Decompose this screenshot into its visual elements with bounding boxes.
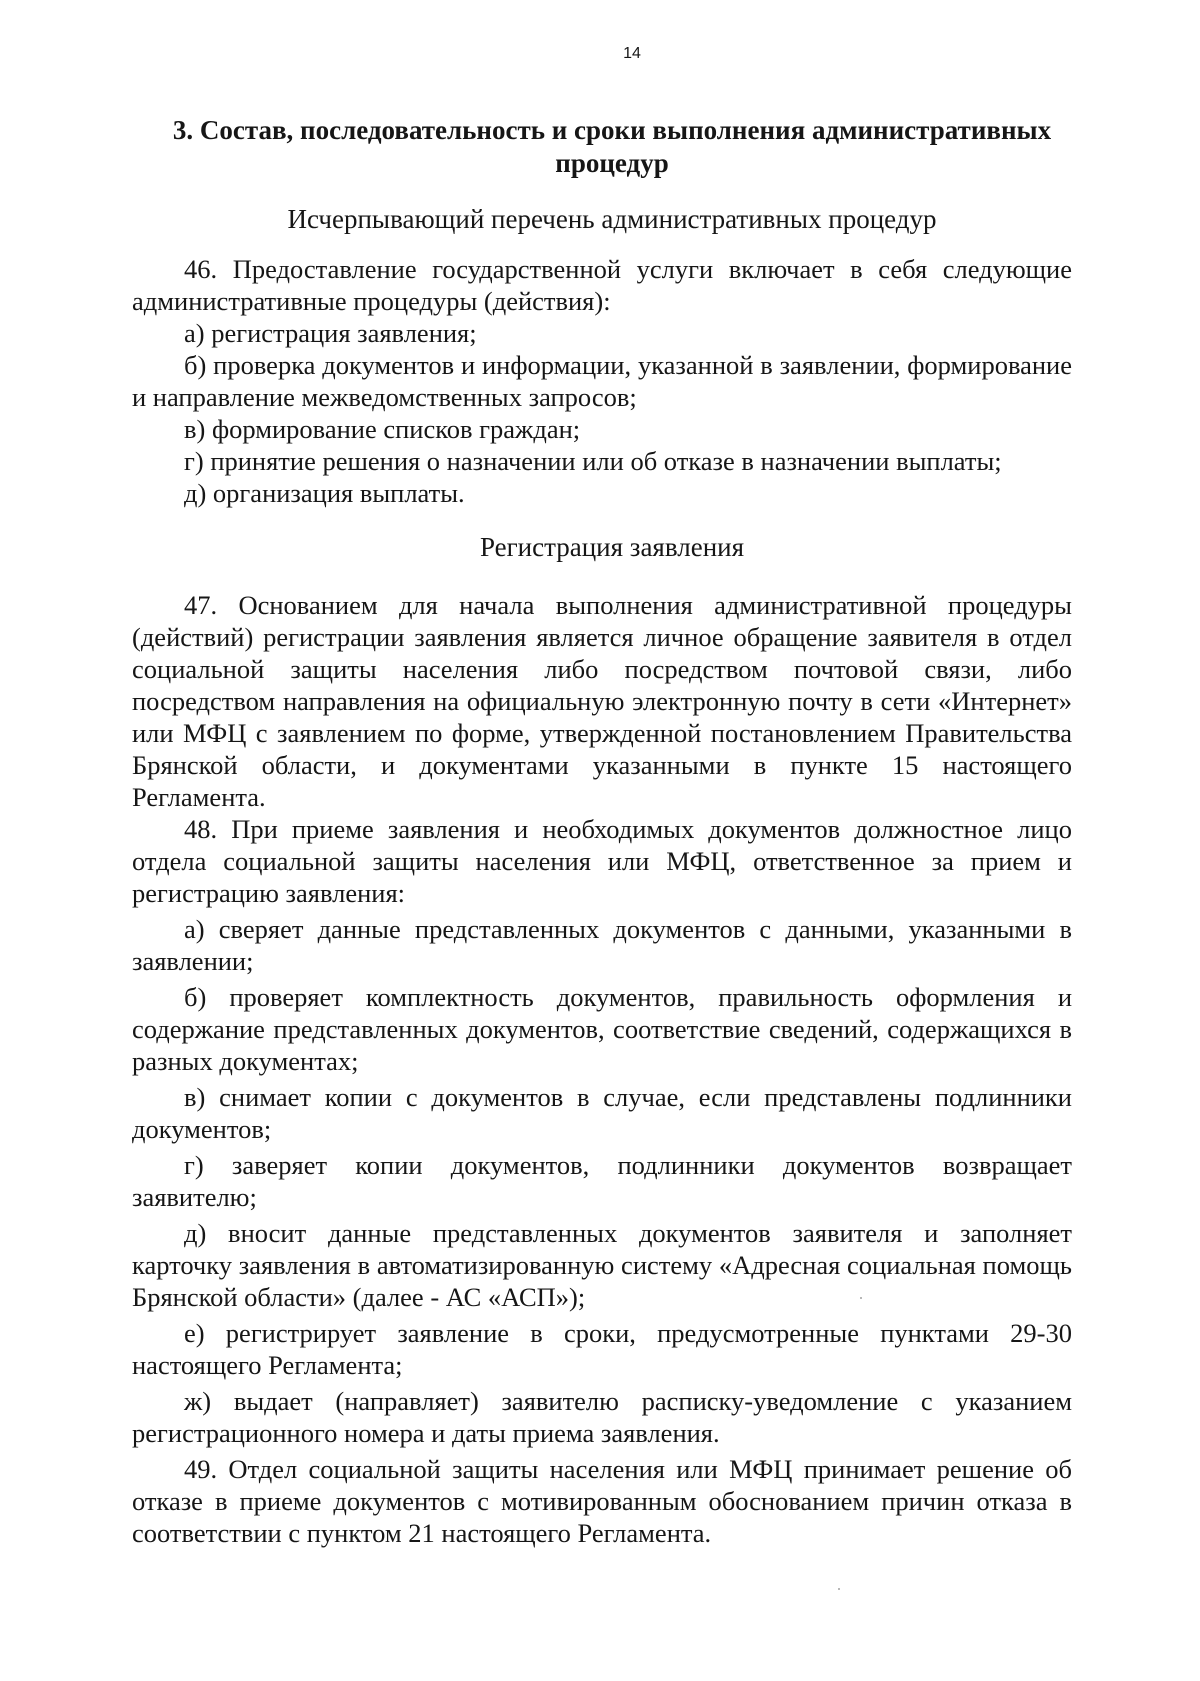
paragraph-46-item-d: д) организация выплаты.: [184, 478, 465, 508]
scan-speck: [860, 1297, 862, 1299]
paragraph-46-item-a: а) регистрация заявления;: [184, 318, 477, 348]
paragraph-46: 46. Предоставление государственной услуги включает в себя следующие административные процедуры (действия):: [132, 254, 1072, 316]
paragraph-47: 47. Основанием для начала выполнения административной процедуры (действий) регистрации заявления является личное обращение заявителя в отдел социальной защиты населения либо посредством почтовой связи, либо посредством направления на официальную электронную почту в сети «Интернет» или МФЦ с заявлением по форме, утвержденной постановлением Правительства Брянской области, и документами указанными в пункте 15 настоящего Регламента.: [132, 590, 1072, 812]
scan-speck: [838, 1588, 840, 1590]
paragraph-48-item-b: б) проверяет комплектность документов, правильность оформления и содержание представленных документов, соответствие сведений, содержащихся в разных документах;: [132, 982, 1072, 1076]
section-title-line-1: 3. Состав, последовательность и сроки выполнения административных: [172, 115, 1052, 145]
subheading-registration: Регистрация заявления: [479, 532, 745, 562]
subheading-procedure-list: Исчерпывающий перечень административных процедур: [287, 204, 937, 234]
paragraph-48: 48. При приеме заявления и необходимых документов должностное лицо отдела социальной защиты населения или МФЦ, ответственное за прием и регистрацию заявления:: [132, 814, 1072, 908]
paragraph-48-item-g: г) заверяет копии документов, подлинники документов возвращает заявителю;: [132, 1150, 1072, 1212]
paragraph-46-item-g: г) принятие решения о назначении или об отказе в назначении выплаты;: [184, 446, 1002, 476]
paragraph-46-item-v: в) формирование списков граждан;: [184, 414, 581, 444]
paragraph-48-item-zh: ж) выдает (направляет) заявителю расписку-уведомление с указанием регистрационного номера и даты приема заявления.: [132, 1386, 1072, 1448]
paragraph-48-item-v: в) снимает копии с документов в случае, если представлены подлинники документов;: [132, 1082, 1072, 1144]
page-number: 14: [623, 45, 641, 62]
paragraph-49: 49. Отдел социальной защиты населения или МФЦ принимает решение об отказе в приеме документов с мотивированным обоснованием причин отказа в соответствии с пунктом 21 настоящего Регламента.: [132, 1454, 1072, 1548]
section-title: [132, 114, 1072, 180]
paragraph-46-item-b: б) проверка документов и информации, указанной в заявлении, формирование и направление межведомственных запросов;: [132, 350, 1072, 412]
section-title-line-2: процедур: [555, 148, 669, 178]
paragraph-48-item-a: а) сверяет данные представленных документов с данными, указанными в заявлении;: [132, 914, 1072, 976]
paragraph-48-item-e: е) регистрирует заявление в сроки, предусмотренные пунктами 29-30 настоящего Регламента;: [132, 1318, 1072, 1380]
paragraph-48-item-d: д) вносит данные представленных документов заявителя и заполняет карточку заявления в автоматизированную систему «Адресная социальная помощь Брянской области» (далее - АС «АСП»);: [132, 1218, 1072, 1312]
